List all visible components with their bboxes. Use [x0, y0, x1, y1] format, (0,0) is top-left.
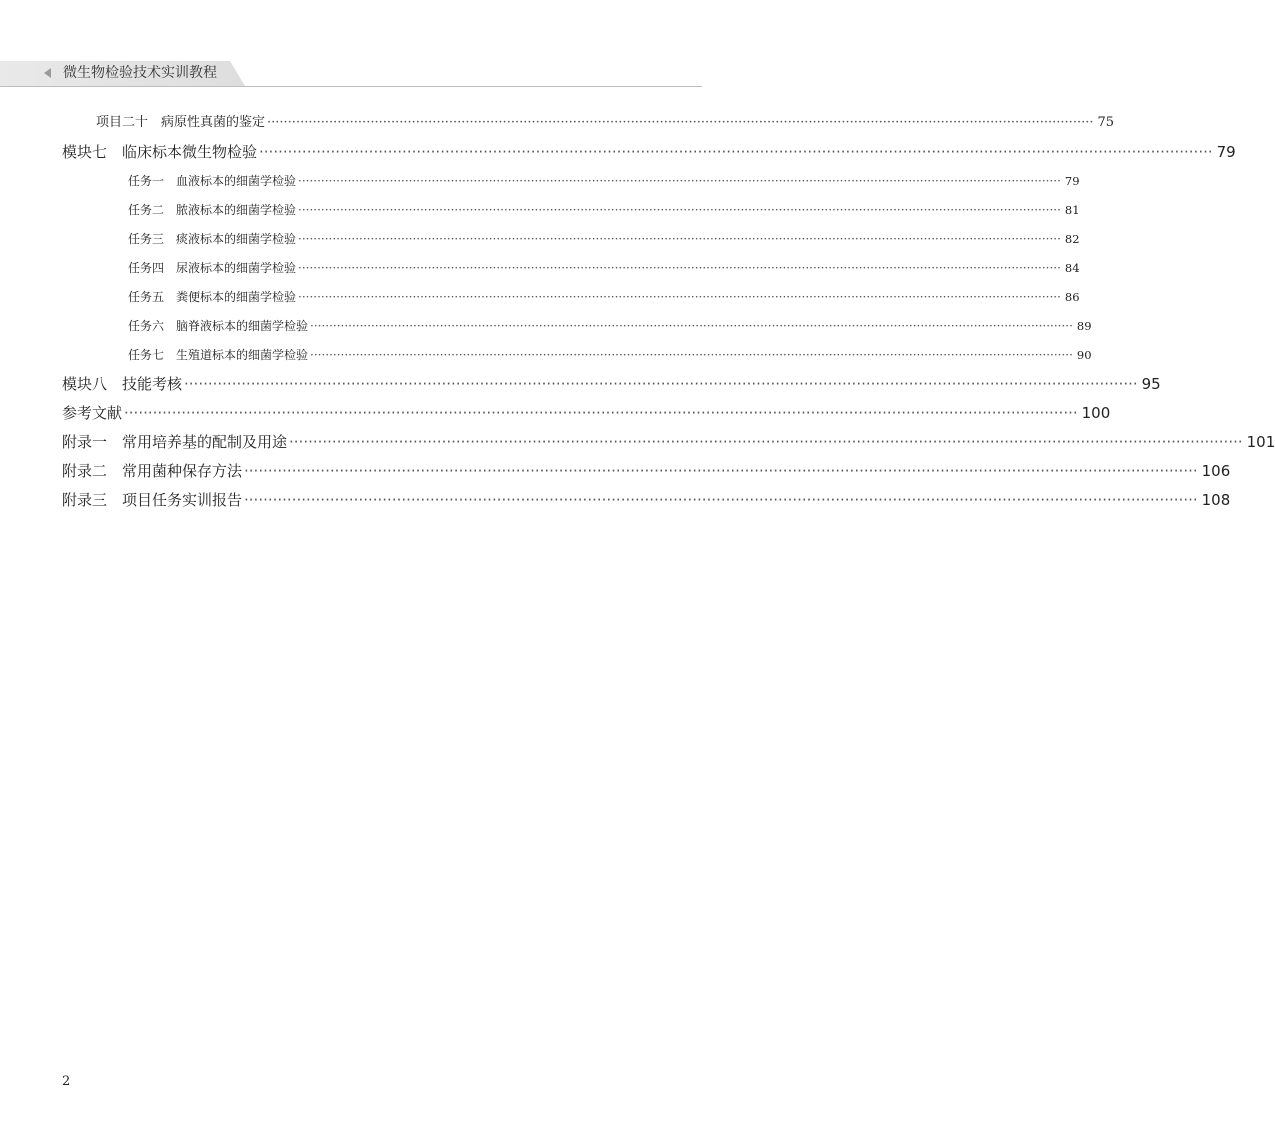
toc-entry	[128, 260, 1080, 277]
toc-entry	[62, 432, 1275, 452]
toc-entry-page: 86	[1064, 290, 1080, 304]
toc-entry	[128, 289, 1080, 306]
toc-entry	[62, 374, 1161, 394]
toc-leader-dots: ········································································································································································································	[310, 348, 1073, 362]
triangle-left-icon	[44, 68, 51, 78]
toc-leader-dots: ········································································································································································································	[298, 290, 1061, 304]
toc-entry	[62, 490, 1231, 510]
toc-leader-dots: ········································································································································································································	[289, 433, 1243, 451]
toc-leader-dots: ········································································································································································································	[310, 319, 1073, 333]
toc-entry-label: 任务一 血液标本的细菌学检验	[128, 174, 297, 188]
toc-entry-page: 90	[1076, 348, 1092, 362]
toc-leader-dots: ········································································································································································································	[298, 261, 1061, 275]
toc-entry-label: 任务七 生殖道标本的细菌学检验	[128, 348, 309, 362]
toc-entry-label: 模块七 临床标本微生物检验	[62, 143, 258, 161]
header-rule	[0, 86, 702, 87]
toc-entry-page: 84	[1064, 261, 1080, 275]
toc-leader-dots: ········································································································································································································	[244, 462, 1198, 480]
toc-entry	[128, 202, 1080, 219]
toc-entry-page: 108	[1201, 491, 1231, 509]
toc-entry-label: 任务三 痰液标本的细菌学检验	[128, 232, 297, 246]
toc-entry-label: 任务五 粪便标本的细菌学检验	[128, 290, 297, 304]
toc-leader-dots: ········································································································································································································	[298, 174, 1061, 188]
toc-entry	[128, 231, 1080, 248]
toc-entry-page: 75	[1097, 115, 1115, 130]
toc-entry-label: 项目二十 病原性真菌的鉴定	[96, 115, 266, 130]
toc-leader-dots: ········································································································································································································	[244, 491, 1198, 509]
toc-entry-page: 95	[1141, 375, 1161, 393]
toc-entry-label: 模块八 技能考核	[62, 375, 183, 393]
toc-entry	[128, 318, 1092, 335]
toc-entry-label: 附录一 常用培养基的配制及用途	[62, 433, 288, 451]
toc-leader-dots: ········································································································································································································	[184, 375, 1138, 393]
toc-leader-dots: ········································································································································································································	[298, 232, 1061, 246]
running-header-title: 微生物检验技术实训教程	[63, 65, 217, 81]
toc-entry-page: 106	[1201, 462, 1231, 480]
toc-entry-label: 附录二 常用菌种保存方法	[62, 462, 243, 480]
toc-entry-label: 任务二 脓液标本的细菌学检验	[128, 203, 297, 217]
toc-entry	[62, 403, 1111, 423]
toc-entry-label: 附录三 项目任务实训报告	[62, 491, 243, 509]
toc-leader-dots: ········································································································································································································	[298, 203, 1061, 217]
toc-entry	[128, 173, 1080, 190]
toc-entry-page: 101	[1246, 433, 1275, 451]
page-number: 2	[62, 1074, 71, 1089]
toc-entry-page: 89	[1076, 319, 1092, 333]
toc-entry	[62, 142, 1236, 162]
toc-entry-page: 79	[1064, 174, 1080, 188]
toc-entry-page: 81	[1064, 203, 1080, 217]
toc-entry	[96, 114, 1115, 132]
toc-entry	[62, 461, 1231, 481]
toc-entry-label: 参考文献	[62, 404, 123, 422]
toc-entry-label: 任务四 尿液标本的细菌学检验	[128, 261, 297, 275]
toc-entry-page: 82	[1064, 232, 1080, 246]
toc-entry-label: 任务六 脑脊液标本的细菌学检验	[128, 319, 309, 333]
toc-entry-page: 79	[1216, 143, 1236, 161]
toc-leader-dots: ········································································································································································································	[259, 143, 1213, 161]
toc-leader-dots: ········································································································································································································	[124, 404, 1078, 422]
toc-entry-page: 100	[1081, 404, 1111, 422]
toc-leader-dots: ········································································································································································································	[267, 115, 1094, 130]
toc-entry	[128, 347, 1092, 364]
